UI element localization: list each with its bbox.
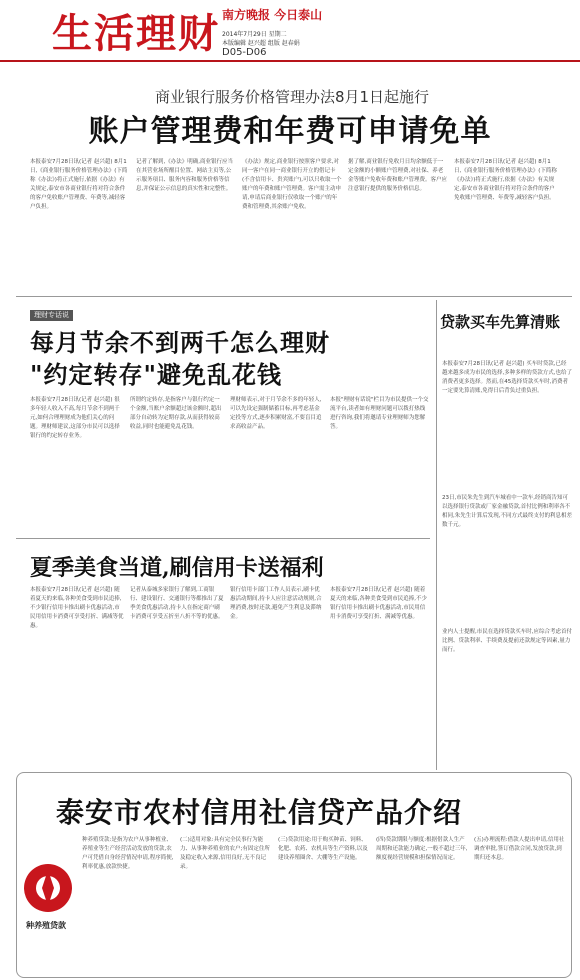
date-line: 2014年7月29日 星期二 xyxy=(222,31,287,38)
article2-col: 本报"理财有话说"栏目为市民提供一个交流平台,读者如有理财问题可以拨打热线进行咨询,我们将邀请专业理财师为您解答。 xyxy=(330,397,429,430)
article3-para: 本报泰安7月28日讯(记者 赵兴超) 买车时贷款,已经越来越多成为市民的选择,多种多样的贷款方式,也给了消费者更多选择。然而,在45选择贷款买车时,消费者一定要先算清账,免得日后背负过重负担。 xyxy=(442,361,572,394)
article1-col: 《办法》规定,商业银行按照客户要求,对同一客户在同一商业银行开立的借记卡(不含信用卡、贵宾账户),可以只收取一个账户的年费和账户管理费。客户需主动申请,申请后商业银行仅收取一个账户的年费和管理费,其余账户免收。 xyxy=(242,159,342,210)
divider xyxy=(436,300,437,770)
article5-col: (四)贷款期限与额度:根据借款人生产周期和还款能力确定,一般不超过三年,额度视经营规模和担保情况而定。 xyxy=(376,837,468,861)
article5-title: 泰安市农村信用社信贷产品介绍 xyxy=(56,796,463,829)
article5-col: (二)适用对象:具有完全民事行为能力、从事种养殖业的农户;有固定住所及稳定收入来源,信用良好,无不良记录。 xyxy=(180,837,270,870)
article4-col: 本报泰安7月28日讯(记者 赵兴超) 随着夏天的来临,各种美食受到市民追捧,不少银行信用卡推出刷卡优惠活动,市民用信用卡消费可享受打折、满减等优惠。 xyxy=(330,587,427,620)
article2-col: 所谓约定转存,是指客户与银行约定一个金额,当账户余额超过该金额时,超出部分自动转为定期存款,从而获得较高收益,同时也能避免乱花钱。 xyxy=(130,397,222,430)
article2-col: 理财师表示,对于月节余不多的年轻人,可以先设定强制储蓄目标,再考虑基金定投等方式,逐步积累财富,不要盲目追求高收益产品。 xyxy=(230,397,322,430)
article1-col: 本报泰安7月28日讯(记者 赵兴超) 8月1日,《商业银行服务价格管理办法》(下简称《办法》)将正式施行,依据《办法》有关规定,泰安市各商业银行将对符合条件的客户免收账户管理费、年费等,减轻客户负担。 xyxy=(30,159,128,210)
article1-title: 账户管理费和年费可申请免单 xyxy=(88,114,492,149)
article5-col: (五)办理流程:借款人提出申请,信用社调查审批,签订借款合同,发放贷款,到期归还本息。 xyxy=(474,837,565,861)
masthead xyxy=(0,0,580,62)
article4-col: 本报泰安7月28日讯(记者 赵兴超) 随着夏天的来临,各种美食受到市民追捧,不少银行信用卡推出刷卡优惠活动,市民用信用卡消费可享受打折、满减等优惠。 xyxy=(30,587,124,629)
article5-col: 种养殖贷款:是指为农户从事种植业、养殖业等生产经营活动发放的贷款,农户可凭借自身经营情况申请,程序简便,利率优惠,放款快捷。 xyxy=(82,837,174,870)
divider xyxy=(16,538,430,539)
divider xyxy=(16,296,572,297)
page-range: D05-D06 xyxy=(222,47,267,58)
issue-date xyxy=(222,30,300,48)
article4-body xyxy=(30,586,430,762)
article3-para: 23日,市民朱先生到汽车城看中一款车,经销商告知可以选择银行贷款或厂家金融贷款,首付比例和利率各不相同,朱先生计算后发现,不同方式最终支付的利息相差数千元。 xyxy=(442,495,572,528)
article2-col: 本报泰安7月28日讯(记者 赵兴超) 很多年轻人收入不高,每月节余不到两千元,如何合理理财成为他们关心的问题。理财师建议,这部分市民可以选择银行的约定转存业务。 xyxy=(30,397,120,439)
rural-credit-logo-icon xyxy=(22,862,74,914)
article4-title: 夏季美食当道,刷信用卡送福利 xyxy=(30,555,324,581)
article5-col: (三)贷款用途:用于购买种苗、饲料、化肥、农药、农机具等生产资料,以及建设养殖圈舍、大棚等生产设施。 xyxy=(278,837,368,861)
article1-col: 记者了解到,《办法》明确,商业银行应当在其营业场所醒目位置、网站主页等,公示服务项目、服务内容和服务价格等信息,并保证公示信息的真实性和完整性。 xyxy=(136,159,233,192)
column-tag: 理财专话说 xyxy=(30,310,73,321)
article3-para: 业内人士提醒,市民在选择贷款买车时,应综合考虑首付比例、贷款利率、手续费及提前还款规定等因素,量力而行。 xyxy=(442,629,572,653)
paper-name: 南方晚报 今日泰山 xyxy=(222,8,323,22)
section-title: 生活理财 xyxy=(52,10,220,57)
article2-body xyxy=(30,396,430,526)
article4-col: 银行信用卡部门工作人员表示,刷卡优惠活动期间,持卡人应注意活动规则,合理消费,按时还款,避免产生利息及滞纳金。 xyxy=(230,587,322,620)
editors-line: 本版编辑 赵兴超 组版 赵春娟 xyxy=(222,40,300,47)
logo-caption: 种养殖贷款 xyxy=(26,921,66,930)
article4-col: 记者从泰城多家银行了解到,工商银行、建设银行、交通银行等都推出了夏季美食优惠活动,持卡人在指定商户刷卡消费可享受五折至八折不等的优惠。 xyxy=(130,587,224,620)
article2-title-line2: "约定转存"避免乱花钱 xyxy=(30,360,283,389)
article1-subtitle: 商业银行服务价格管理办法8月1日起施行 xyxy=(154,88,430,106)
article2-title-line1: 每月节余不到两千怎么理财 xyxy=(30,328,330,357)
article1-body xyxy=(30,158,558,284)
article5-body xyxy=(82,836,566,972)
article1-col: 本报泰安7月28日讯(记者 赵兴超) 8月1日,《商业银行服务价格管理办法》(下简称《办法》)将正式施行,依据《办法》有关规定,泰安市各商业银行将对符合条件的客户免收账户管理费、年费等,减轻客户负担。 xyxy=(454,159,557,201)
article3-title: 贷款买车先算清账 xyxy=(440,313,561,331)
article1-col: 据了解,商业银行免收月日均余额低于一定金额的小额账户管理费,对社保、养老金等账户免收年费和账户管理费。客户应注意银行提供的服务价格信息。 xyxy=(348,159,448,192)
article3-body xyxy=(442,360,572,760)
